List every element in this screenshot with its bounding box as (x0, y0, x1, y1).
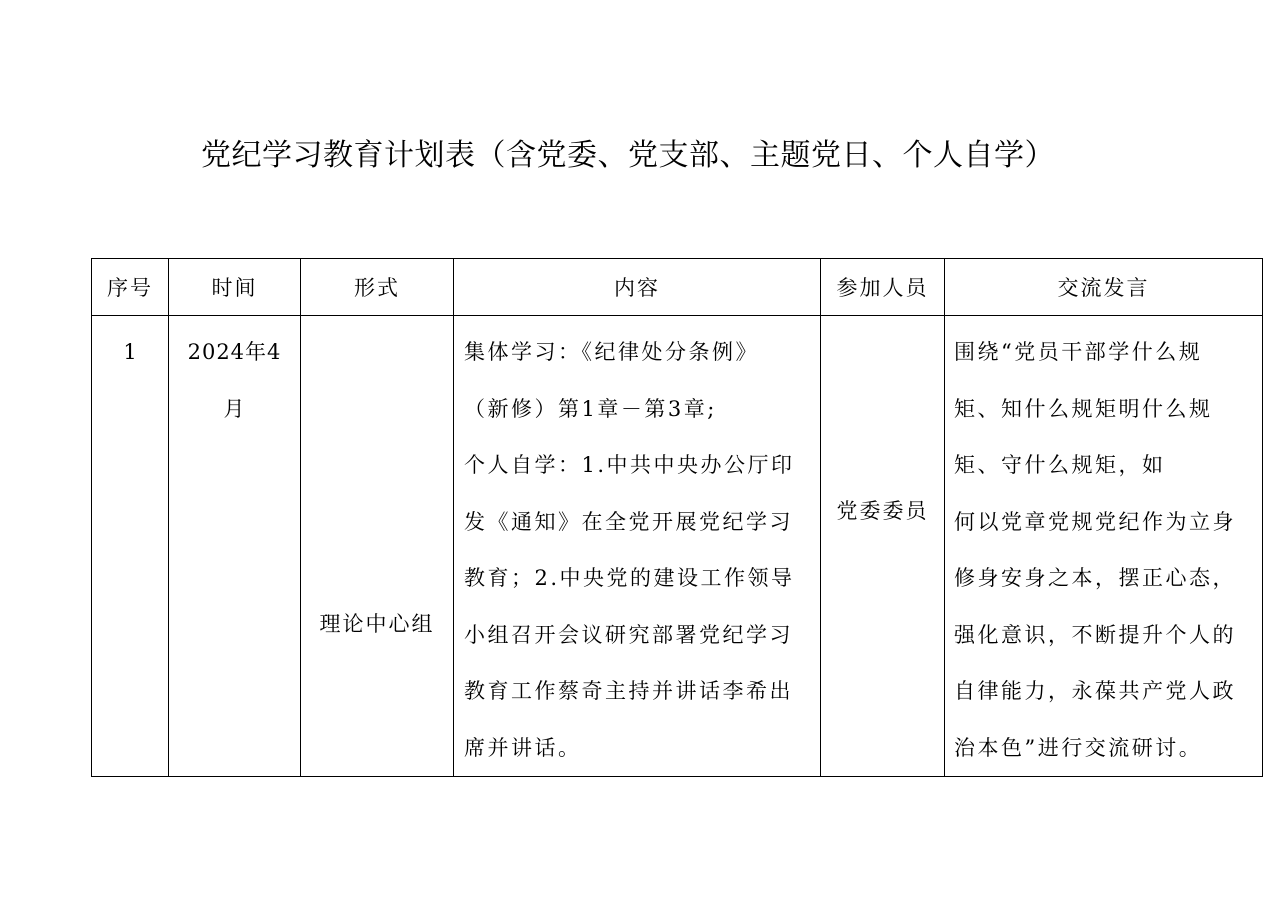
cell-time (169, 316, 301, 777)
cell-speech (945, 316, 1263, 777)
content-line: 席并讲话。 (464, 735, 582, 760)
form-value: 理论中心组 (319, 612, 435, 636)
content-line: 小组召开会议研究部署党纪学习 (464, 622, 793, 647)
table-header-row (92, 259, 1263, 316)
cell-seq (92, 316, 169, 777)
speech-line: 何以党章党规党纪作为立身 (954, 509, 1236, 534)
speech-line: 矩、守什么规矩，如 (954, 453, 1166, 477)
header-seq: 序号 (92, 259, 169, 316)
content-line: 教育；2.中央党的建设工作领导 (464, 566, 795, 590)
page-title: 党纪学习教育计划表（含党委、党支部、主题党日、个人自学） (201, 138, 1055, 173)
speech-line: 强化意识，不断提升个人的 (954, 622, 1236, 647)
cell-form (301, 316, 454, 777)
speech-line: 围绕“党员干部学什么规 (954, 340, 1203, 364)
header-form: 形式 (301, 259, 454, 316)
cell-participants (821, 316, 945, 777)
cell-content (454, 316, 821, 777)
header-content: 内容 (454, 259, 821, 316)
content-line: （新修）第1章－第3章; (464, 396, 717, 421)
content-line: 发《通知》在全党开展党纪学习 (464, 509, 793, 534)
content-line: 集体学习：《纪律处分条例》 (464, 340, 759, 364)
table-row (92, 316, 1263, 777)
header-time: 时间 (169, 259, 301, 316)
participants-value: 党委委员 (836, 499, 929, 523)
speech-line: 治本色”进行交流研讨。 (954, 735, 1203, 760)
plan-table (91, 258, 1263, 777)
content-line: 个人自学：1.中共中央办公厅印 (464, 453, 795, 477)
speech-line: 矩、知什么规矩明什么规 (954, 396, 1213, 421)
speech-line: 自律能力，永葆共产党人政 (954, 679, 1236, 703)
header-participants: 参加人员 (821, 259, 945, 316)
time-line: 2024年4 (187, 340, 282, 364)
speech-line: 修身安身之本，摆正心态， (954, 566, 1236, 590)
header-speech: 交流发言 (945, 259, 1263, 316)
time-line: 月 (223, 396, 246, 421)
content-line: 教育工作蔡奇主持并讲话李希出 (464, 679, 793, 703)
seq-value: 1 (123, 340, 137, 364)
